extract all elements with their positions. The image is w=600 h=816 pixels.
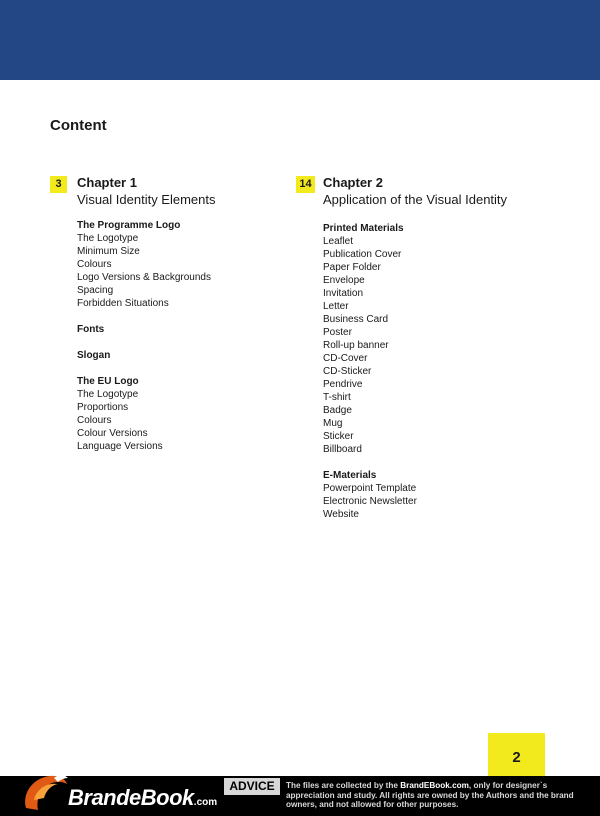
chapter-2-header: [296, 175, 556, 208]
header-band: [0, 0, 600, 80]
chapter-1-header: [50, 175, 280, 208]
eagle-swirl-icon: [20, 770, 70, 814]
chapter-1-sections: [77, 219, 280, 453]
toc-item[interactable]: Paper Folder: [323, 262, 381, 273]
footer-disclaimer: [286, 781, 594, 810]
toc-item[interactable]: Envelope: [323, 275, 365, 286]
toc-item[interactable]: CD-Cover: [323, 353, 368, 364]
toc-item[interactable]: T-shirt: [323, 392, 351, 403]
toc-item[interactable]: Pendrive: [323, 379, 363, 390]
toc-item[interactable]: Colours: [77, 259, 112, 270]
chapter-1-number: Chapter 1: [77, 175, 137, 190]
toc-item[interactable]: Mug: [323, 418, 343, 429]
toc-item[interactable]: Minimum Size: [77, 246, 140, 257]
toc-item[interactable]: Letter: [323, 301, 349, 312]
toc-item[interactable]: Billboard: [323, 444, 362, 455]
toc-item[interactable]: The Logotype: [77, 389, 139, 400]
page-title: Content: [50, 117, 107, 134]
toc-section: [77, 323, 280, 336]
section-title[interactable]: Printed Materials: [323, 223, 404, 234]
toc-section: [77, 349, 280, 362]
section-title[interactable]: The Programme Logo: [77, 220, 181, 231]
toc-item[interactable]: Logo Versions & Backgrounds: [77, 272, 211, 283]
chapter-2-number: Chapter 2: [323, 175, 383, 190]
toc-section: [323, 222, 556, 456]
toc-item[interactable]: Roll-up banner: [323, 340, 389, 351]
section-title[interactable]: The EU Logo: [77, 376, 139, 387]
toc-item[interactable]: Forbidden Situations: [77, 298, 169, 309]
toc-item[interactable]: Badge: [323, 405, 352, 416]
disclaimer-brand: BrandEBook.com: [400, 781, 469, 790]
section-title[interactable]: E-Materials: [323, 470, 377, 481]
toc-item[interactable]: CD-Sticker: [323, 366, 372, 377]
toc-item[interactable]: Colour Versions: [77, 428, 148, 439]
toc-item[interactable]: Business Card: [323, 314, 389, 325]
toc-section: [323, 469, 556, 521]
toc-item[interactable]: Website: [323, 509, 359, 520]
chapter-2-sections: [323, 222, 556, 521]
section-title[interactable]: Fonts: [77, 324, 105, 335]
disclaimer-pre: The files are collected by the: [286, 781, 401, 790]
toc-item[interactable]: Invitation: [323, 288, 364, 299]
chapter-1-column: [50, 175, 280, 466]
chapter-2-page-badge: 14: [296, 176, 315, 193]
toc-section: [77, 219, 280, 310]
disclaimer-post: , only for designer`s appreciation and study. All rights are owned by the Authors and the brand owners, and not allowed for other purposes.: [286, 781, 574, 810]
toc-item[interactable]: Colours: [77, 415, 112, 426]
toc-item[interactable]: Proportions: [77, 402, 129, 413]
toc-item[interactable]: The Logotype: [77, 233, 139, 244]
toc-item[interactable]: Language Versions: [77, 441, 163, 452]
page-number: 2: [488, 733, 545, 776]
brandebook-logo[interactable]: [68, 785, 217, 811]
chapter-2-column: [296, 175, 556, 534]
toc-item[interactable]: Spacing: [77, 285, 114, 296]
toc-item[interactable]: Sticker: [323, 431, 354, 442]
toc-item[interactable]: Publication Cover: [323, 249, 402, 260]
section-title[interactable]: Slogan: [77, 350, 111, 361]
chapter-1-page-badge: 3: [50, 176, 67, 193]
advice-label: ADVICE: [224, 778, 280, 795]
toc-section: [77, 375, 280, 453]
toc-item[interactable]: Poster: [323, 327, 352, 338]
toc-item[interactable]: Leaflet: [323, 236, 354, 247]
chapter-1-title: Visual Identity Elements: [77, 192, 216, 207]
chapter-2-title: Application of the Visual Identity: [323, 192, 508, 207]
toc-item[interactable]: Powerpoint Template: [323, 483, 417, 494]
logo-wordmark: BrandeBook: [68, 785, 194, 810]
logo-suffix: .com: [193, 797, 218, 808]
toc-item[interactable]: Electronic Newsletter: [323, 496, 417, 507]
